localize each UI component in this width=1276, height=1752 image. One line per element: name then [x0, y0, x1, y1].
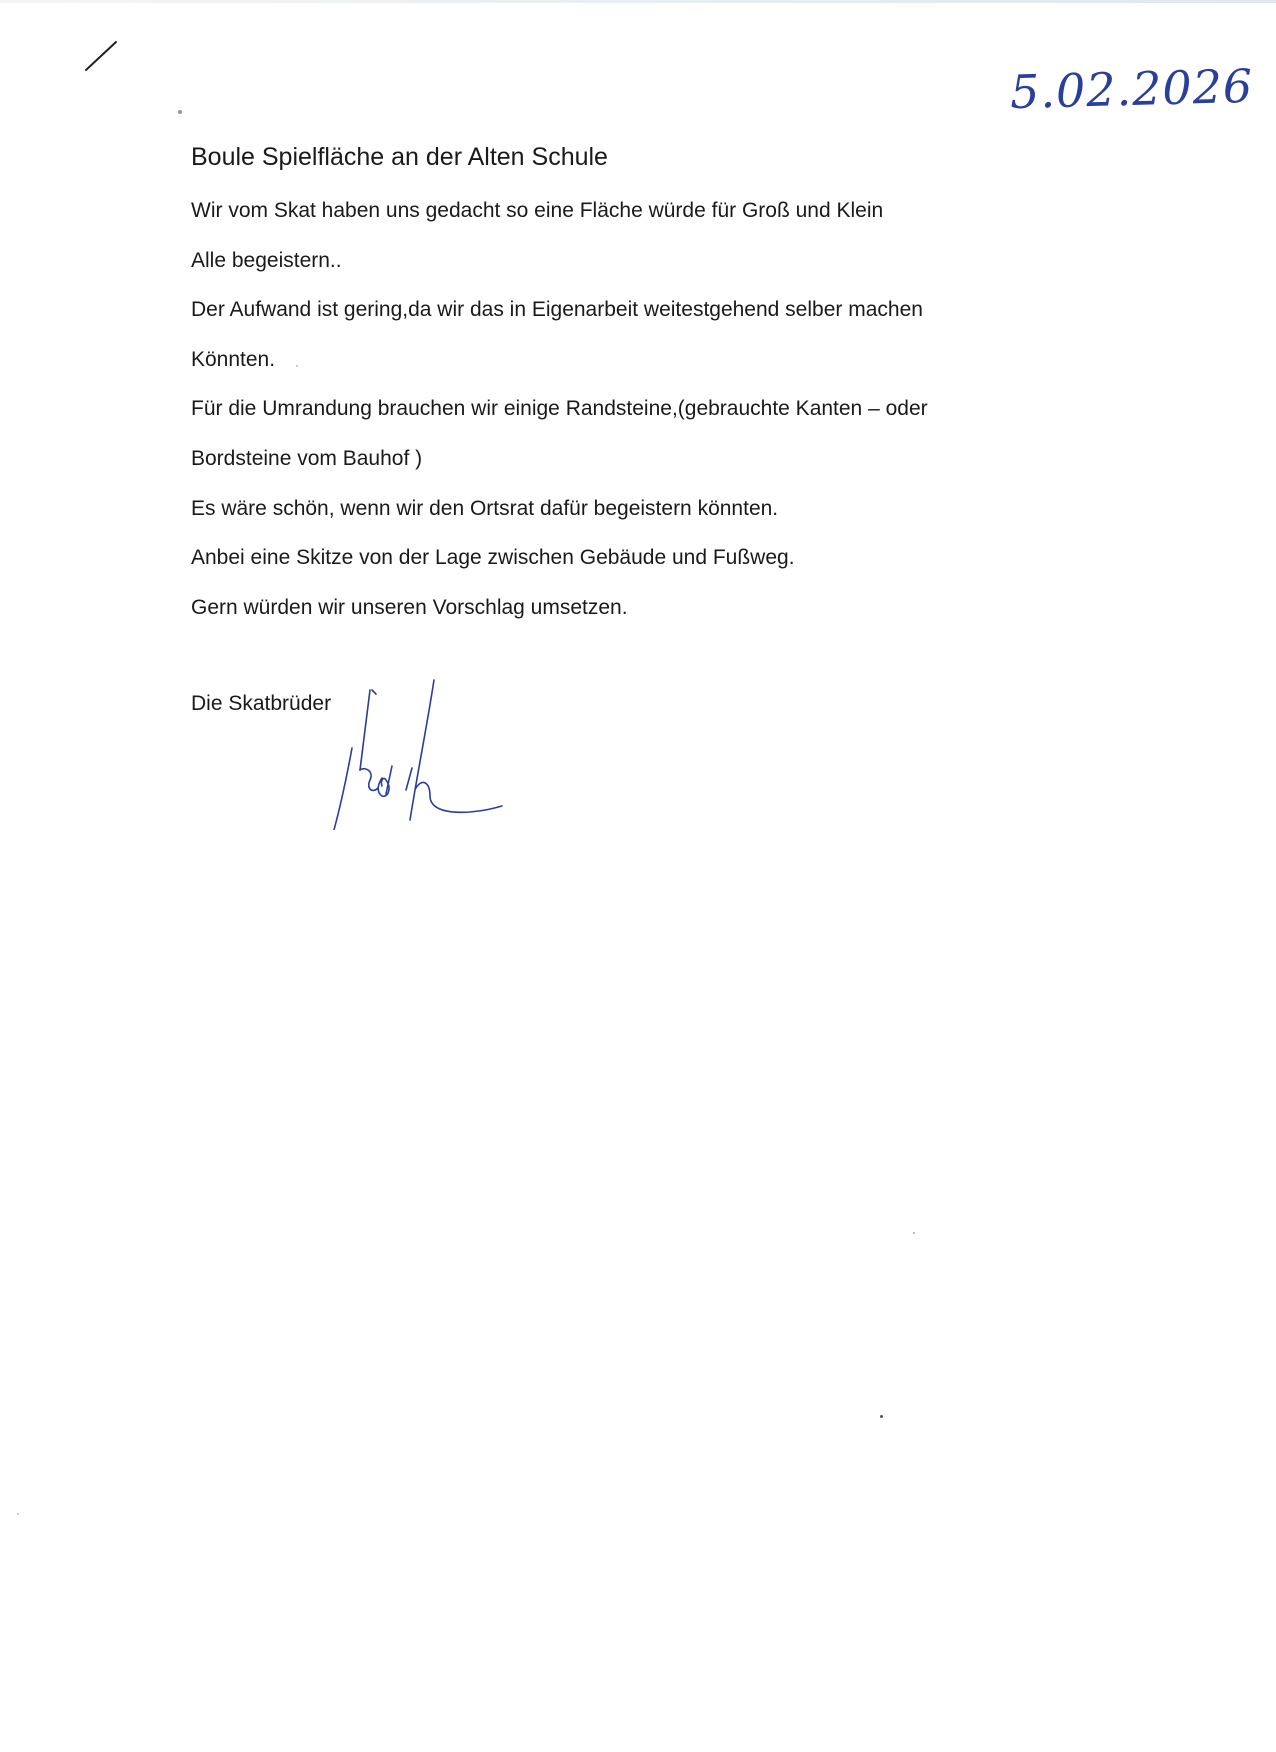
body-line: Es wäre schön, wenn wir den Ortsrat dafür begeistern könnten. — [191, 496, 779, 520]
scan-speck — [178, 110, 182, 114]
body-line: Bordsteine vom Bauhof ) — [191, 446, 423, 470]
body-line: Für die Umrandung brauchen wir einige Randsteine,(gebrauchte Kanten – oder — [191, 397, 928, 421]
pen-stroke-mark — [82, 38, 122, 74]
body-line: Gern würden wir unseren Vorschlag umsetzen. — [191, 595, 628, 619]
letter-title: Boule Spielfläche an der Alten Schule — [191, 143, 608, 171]
scan-speck — [296, 365, 298, 367]
letter-body — [191, 196, 1091, 642]
closing-signoff: Die Skatbrüder — [191, 692, 332, 715]
body-line: Anbei eine Skitze von der Lage zwischen Gebäude und Fußweg. — [191, 546, 795, 570]
scan-speck — [17, 1513, 19, 1515]
body-line: Könnten. — [191, 347, 276, 371]
scan-speck — [880, 1415, 883, 1418]
handwritten-date: 5.02.2026 — [1009, 58, 1254, 120]
body-line: Wir vom Skat haben uns gedacht so eine Fläche würde für Groß und Klein — [191, 199, 884, 222]
body-line: Alle begeistern.. — [191, 248, 342, 272]
body-line: Der Aufwand ist gering,da wir das in Eigenarbeit weitestgehend selber machen — [191, 298, 923, 322]
scan-speck — [913, 1232, 915, 1234]
scan-top-edge — [0, 0, 1276, 3]
handwritten-signature — [320, 670, 510, 830]
